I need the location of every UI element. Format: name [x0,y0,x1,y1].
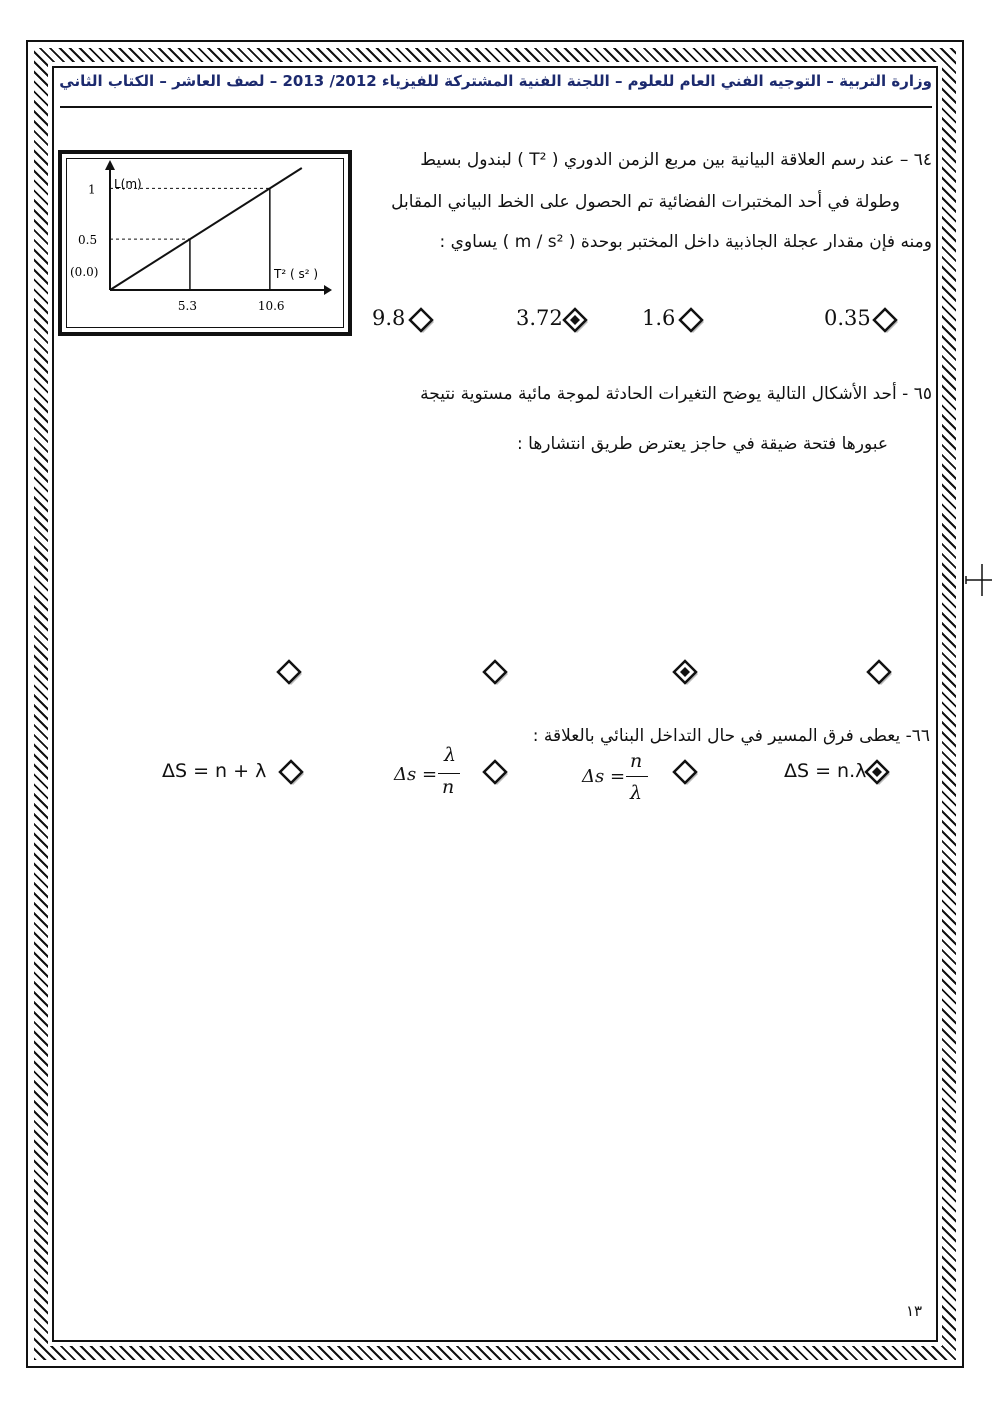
x-tick-label: 5.3 [177,299,198,313]
q66-option-1: ΔS = n + λ [162,760,267,782]
q64-option-1: 9.8 [372,306,406,330]
q66-option-4-radio[interactable] [864,758,894,788]
origin-label: (0.0) [70,265,99,279]
q64-option-2: 3.72 [516,306,563,330]
y-tick-label: 1 [88,182,96,197]
q64-option-4: 0.35 [824,306,871,330]
q64-line3: ومنه فإن مقدار عجلة الجاذبية داخل المختبر بوحدة ( m / s² ) يساوي : [439,232,932,252]
graph-box [58,150,352,336]
q66-option-3-radio[interactable] [672,758,702,788]
q64-option-3: 1.6 [642,306,676,330]
q64-option-1-radio[interactable] [408,306,438,336]
q66-option-3-formula: Δs = n λ [582,750,652,812]
y-axis-arrow [105,160,115,170]
y-tick-label: 0.5 [78,233,98,248]
q65-line2: عبورها فتحة ضيقة في حاجز يعترض طريق انتشارها : [517,434,888,454]
q66-option-4: ΔS = n.λ [784,760,867,782]
q66-option-2-radio[interactable] [482,758,512,788]
q66-line1: ٦٦- يعطى فرق المسير في حال التداخل البنائي بالعلاقة : [532,726,930,746]
page-header: وزارة التربية – التوجيه الفني العام للعلوم – اللجنة الفنية المشتركة للفيزياء 2012/ 2013 – لصف العاشر – الكتاب الثاني [59,72,932,90]
q65-option-4-radio[interactable] [866,658,896,688]
q64-option-2-radio[interactable] [562,306,592,336]
header-rule [60,106,932,108]
q65-option-1-radio[interactable] [276,658,306,688]
q64-option-4-radio[interactable] [872,306,902,336]
q64-line2: وطولة في أحد المختبرات الفضائية تم الحصول على الخط البياني المقابل [391,192,900,212]
registration-cross-icon [964,562,992,598]
y-axis-label: L(m) [114,177,142,191]
q65-option-2-radio[interactable] [482,658,512,688]
page-number: ١٣ [906,1302,923,1320]
x-axis-arrow [324,285,332,295]
x-tick-label: 10.6 [257,299,285,313]
x-axis-label: T² ( s² ) [274,267,319,281]
q66-option-1-radio[interactable] [278,758,308,788]
length-vs-period-squared-chart [62,154,348,332]
q64-option-3-radio[interactable] [678,306,708,336]
q64-line1: ٦٤ – عند رسم العلاقة البيانية بين مربع الزمن الدوري ( T² ) لبندول بسيط [420,150,932,170]
q66-option-2-formula: Δs = λ n [394,744,464,806]
q65-option-3-radio[interactable] [672,658,702,688]
q65-line1: ٦٥ - أحد الأشكال التالية يوضح التغيرات الحادثة لموجة مائية مستوية نتيجة [420,384,932,404]
